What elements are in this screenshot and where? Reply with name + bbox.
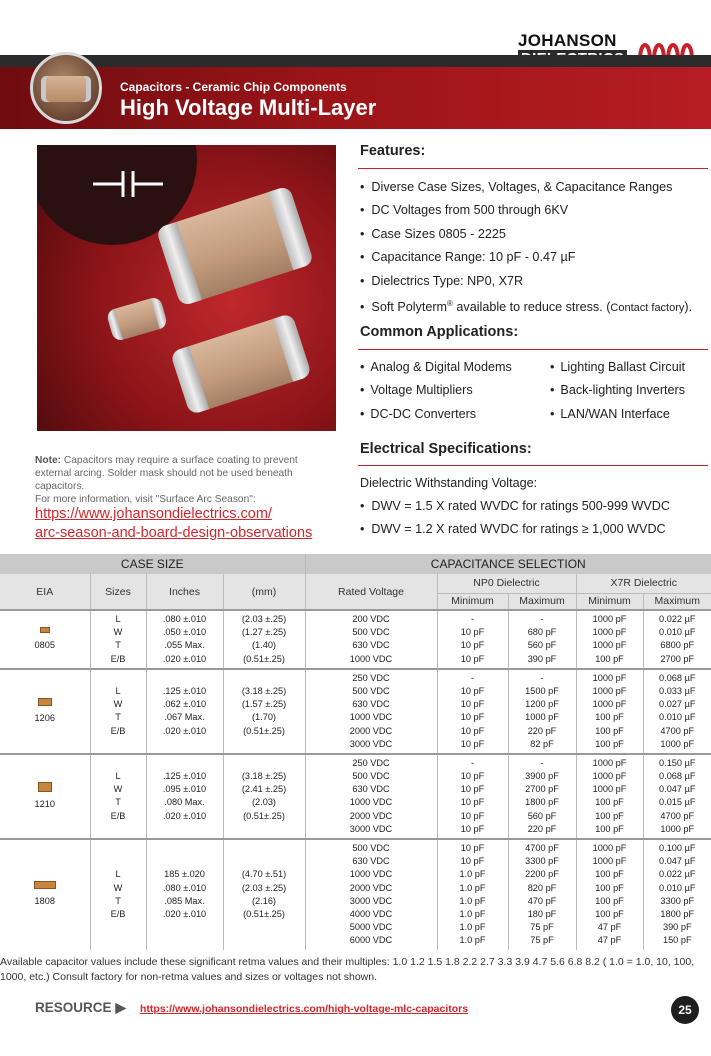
np0-min-value: 10 pF xyxy=(460,712,485,723)
np0-max-cell xyxy=(508,610,576,669)
mm-value: (4.70 ±.51) xyxy=(241,869,287,880)
size-value: W xyxy=(113,882,123,893)
x7r-min-value: 1000 pF xyxy=(592,640,627,651)
voltage-value: 2000 VDC xyxy=(349,882,393,893)
resource-link[interactable]: https://www.johansondielectrics.com/high-voltage-mlc-capacitors xyxy=(140,1003,469,1015)
x7r-max-value: 1000 pF xyxy=(660,823,695,834)
mm-cell xyxy=(223,839,305,950)
np0-min-value: 1.0 pF xyxy=(459,895,486,906)
np0-min-value: 10 pF xyxy=(460,843,485,853)
x7r-max-value: 1800 pF xyxy=(660,908,695,919)
np0-min-value: 10 pF xyxy=(460,640,485,651)
arc-season-link[interactable] xyxy=(35,505,335,543)
x7r-min-cell xyxy=(576,610,643,669)
x7r-min-value: 1000 pF xyxy=(592,843,627,853)
np0-min-cell xyxy=(437,669,508,754)
voltage-value: 1000 VDC xyxy=(349,712,393,723)
x7r-max-value: 1000 pF xyxy=(660,738,695,749)
capacitance-table xyxy=(0,554,711,950)
x7r-max-cell xyxy=(643,669,711,754)
np0-min-value: 10 pF xyxy=(460,823,485,834)
electrical-heading: Electrical Specifications: xyxy=(360,441,532,457)
x7r-min-value: 1000 pF xyxy=(592,856,627,867)
chip-size-icon xyxy=(40,627,50,633)
list-item: • Case Sizes 0805 - 2225 xyxy=(360,225,710,248)
x7r-max-value: 4700 pF xyxy=(660,725,695,736)
size-value: E/B xyxy=(110,810,126,821)
polyterm-mid: available to reduce stress. ( xyxy=(452,300,611,315)
x7r-max-value: 0.150 µF xyxy=(659,757,696,768)
x7r-min-value: 1000 pF xyxy=(592,672,627,683)
x7r-max-value: 390 pF xyxy=(662,922,692,933)
x7r-min-value: 100 pF xyxy=(595,810,624,821)
x7r-max-cell xyxy=(643,610,711,669)
x7r-min-value: 100 pF xyxy=(595,823,624,834)
table-body xyxy=(0,610,711,950)
x7r-max-value: 0.047 µF xyxy=(659,784,696,795)
mm-value: (2.03) xyxy=(251,797,276,808)
inches-value: 185 ±.020 xyxy=(164,869,205,880)
np0-min-value: 10 pF xyxy=(460,771,485,782)
voltage-value: 2000 VDC xyxy=(349,725,393,736)
eia-header: EIA xyxy=(0,574,90,610)
np0-min-cell xyxy=(437,754,508,839)
banner-chip-icon xyxy=(46,76,86,102)
rated-voltage-header: Rated Voltage xyxy=(305,574,437,610)
x7r-max-header: Maximum xyxy=(643,593,711,610)
np0-header: NP0 Dielectric xyxy=(437,574,576,593)
header-dark-bar xyxy=(0,55,711,67)
np0-min-value: 1.0 pF xyxy=(459,922,486,933)
np0-min-value: 10 pF xyxy=(460,725,485,736)
size-cell xyxy=(90,839,146,950)
list-item: • DWV = 1.5 X rated WVDC for ratings 500-999 WVDC xyxy=(360,497,670,520)
inches-cell xyxy=(146,669,223,754)
x7r-min-value: 100 pF xyxy=(595,712,624,723)
applications-heading: Common Applications: xyxy=(360,324,519,340)
size-cell xyxy=(90,669,146,754)
x7r-max-value: 0.010 µF xyxy=(659,882,696,893)
x7r-max-value: 0.027 µF xyxy=(659,699,696,710)
voltage-value: 500 VDC xyxy=(352,771,390,782)
x7r-min-header: Minimum xyxy=(576,593,643,610)
size-value: W xyxy=(113,784,123,795)
mm-value: (0.51±.25) xyxy=(243,908,285,919)
x7r-min-value: 1000 pF xyxy=(592,614,627,624)
np0-min-value: - xyxy=(470,672,475,683)
x7r-max-value: 0.068 µF xyxy=(659,771,696,782)
x7r-header: X7R Dielectric xyxy=(576,574,711,593)
x7r-min-value: 47 pF xyxy=(597,935,622,946)
case-size-header: CASE SIZE xyxy=(0,554,305,574)
mm-cell xyxy=(223,754,305,839)
inches-value: .055 Max. xyxy=(164,640,205,651)
eia-cell xyxy=(0,754,90,839)
np0-max-value: 1200 pF xyxy=(525,699,559,710)
x7r-max-value: 0.033 µF xyxy=(659,685,696,696)
list-item: • DWV = 1.2 X rated WVDC for ratings ≥ 1,000 WVDC xyxy=(360,520,670,543)
electrical-list xyxy=(360,497,670,543)
np0-min-value: 10 pF xyxy=(460,810,485,821)
page-title: High Voltage Multi-Layer xyxy=(120,95,377,120)
x7r-max-value: 0.068 µF xyxy=(659,672,696,683)
np0-min-header: Minimum xyxy=(437,593,508,610)
chip-small-image xyxy=(106,296,169,342)
mm-value: (3.18 ±.25) xyxy=(241,771,287,782)
table-row xyxy=(0,610,711,669)
eia-cell xyxy=(0,669,90,754)
np0-min-value: 10 pF xyxy=(460,856,485,867)
list-item: • DC Voltages from 500 through 6KV xyxy=(360,201,710,224)
note-label: Note: xyxy=(35,455,62,466)
electrical-divider xyxy=(358,465,708,466)
eia-code: 1210 xyxy=(34,798,55,809)
np0-max-value: 4700 pF xyxy=(525,843,559,853)
list-item: • Voltage Multipliers xyxy=(360,381,535,404)
size-value: T xyxy=(115,712,121,723)
retma-footnote: Available capacitor values include these significant retma values and their multiples: 1.0 1.2 1.5 1.8 2.2 2.7 3.3 3.9 4.7 5.6 6.8 8.2 ( 1.0 = 1.0, 10, 100, 1000, etc.) Consult factory for non-retma values and sizes or voltages not shown. xyxy=(0,956,695,983)
inches-value: .020 ±.010 xyxy=(162,810,207,821)
x7r-min-value: 1000 pF xyxy=(592,699,627,710)
mm-value: (2.41 ±.25) xyxy=(241,784,287,795)
features-list xyxy=(360,178,710,318)
x7r-min-value: 1000 pF xyxy=(592,784,627,795)
x7r-min-value: 100 pF xyxy=(595,908,624,919)
np0-max-value: 75 pF xyxy=(530,935,554,946)
inches-value: .050 ±.010 xyxy=(162,627,207,638)
voltage-cell xyxy=(305,839,437,950)
inches-cell xyxy=(146,754,223,839)
inches-value: .020 ±.010 xyxy=(162,725,207,736)
mm-cell xyxy=(223,610,305,669)
list-item: • Lighting Ballast Circuit xyxy=(550,358,711,381)
x7r-max-value: 0.015 µF xyxy=(659,797,696,808)
np0-min-value: - xyxy=(470,757,475,768)
np0-min-value: 10 pF xyxy=(460,784,485,795)
voltage-value: 500 VDC xyxy=(352,843,390,853)
x7r-max-value: 3300 pF xyxy=(660,895,695,906)
np0-max-value: 2700 pF xyxy=(525,784,559,795)
x7r-min-value: 47 pF xyxy=(597,922,622,933)
eia-cell xyxy=(0,610,90,669)
np0-max-value: 390 pF xyxy=(527,653,557,664)
np0-max-header: Maximum xyxy=(508,593,576,610)
np0-max-value: 220 pF xyxy=(527,823,557,834)
voltage-cell xyxy=(305,754,437,839)
resource-text: RESOURCE xyxy=(35,1000,112,1015)
mm-value: (2.03 ±.25) xyxy=(241,882,287,893)
polyterm-end: ). xyxy=(684,300,693,315)
inches-value: .062 ±.010 xyxy=(162,699,207,710)
np0-max-value: 2200 pF xyxy=(525,869,559,880)
np0-max-cell xyxy=(508,669,576,754)
chip-size-icon xyxy=(34,881,56,889)
inches-header: Inches xyxy=(146,574,223,610)
x7r-max-value: 0.047 µF xyxy=(659,856,696,867)
eia-cell xyxy=(0,839,90,950)
inches-value: .125 ±.010 xyxy=(162,685,207,696)
product-image xyxy=(37,145,336,431)
inches-value: .085 Max. xyxy=(164,895,205,906)
inches-value: .067 Max. xyxy=(164,712,205,723)
voltage-value: 3000 VDC xyxy=(349,895,393,906)
list-item: • Dielectrics Type: NP0, X7R xyxy=(360,272,710,295)
x7r-min-value: 100 pF xyxy=(595,797,624,808)
mm-value: (2.03 ±.25) xyxy=(241,614,287,624)
mm-cell xyxy=(223,669,305,754)
inches-value: .080 Max. xyxy=(164,797,205,808)
np0-min-value: 1.0 pF xyxy=(459,908,486,919)
np0-max-value: 220 pF xyxy=(527,725,557,736)
x7r-max-value: 0.022 µF xyxy=(659,614,696,624)
sizes-header: Sizes xyxy=(90,574,146,610)
mm-header: (mm) xyxy=(223,574,305,610)
x7r-min-value: 100 pF xyxy=(595,895,624,906)
x7r-max-value: 6800 pF xyxy=(660,640,695,651)
np0-min-value: 10 pF xyxy=(460,627,485,638)
x7r-min-value: 100 pF xyxy=(595,738,624,749)
voltage-cell xyxy=(305,669,437,754)
arc-season-link-line2[interactable]: arc-season-and-board-design-observations xyxy=(35,525,313,541)
x7r-max-value: 150 pF xyxy=(662,935,692,946)
np0-max-value: 3300 pF xyxy=(525,856,559,867)
eia-code: 1206 xyxy=(34,712,55,723)
size-value: L xyxy=(115,614,121,624)
voltage-value: 1000 VDC xyxy=(349,797,393,808)
mm-value: (1.27 ±.25) xyxy=(241,627,287,638)
np0-max-value: 82 pF xyxy=(530,738,554,749)
voltage-value: 250 VDC xyxy=(352,757,390,768)
size-value: E/B xyxy=(110,725,126,736)
np0-min-value: 1.0 pF xyxy=(459,882,486,893)
size-value: T xyxy=(115,895,121,906)
size-value: W xyxy=(113,699,123,710)
np0-max-value: 560 pF xyxy=(527,640,557,651)
voltage-value: 500 VDC xyxy=(352,627,390,638)
chip-size-icon xyxy=(38,782,52,792)
voltage-value: 3000 VDC xyxy=(349,823,393,834)
np0-min-value: 1.0 pF xyxy=(459,935,486,946)
voltage-value: 200 VDC xyxy=(352,614,390,624)
size-value: E/B xyxy=(110,908,126,919)
x7r-max-cell xyxy=(643,839,711,950)
np0-max-value: 180 pF xyxy=(527,908,557,919)
np0-max-value: 1800 pF xyxy=(525,797,559,808)
x7r-min-value: 100 pF xyxy=(595,869,624,880)
eia-code: 0805 xyxy=(34,639,55,650)
applications-list-right xyxy=(550,358,711,428)
np0-min-value: 10 pF xyxy=(460,685,485,696)
resource-label xyxy=(35,1000,126,1016)
np0-max-value: - xyxy=(540,672,544,683)
table-row xyxy=(0,754,711,839)
np0-max-value: 1000 pF xyxy=(525,712,559,723)
arc-season-link-line1[interactable]: https://www.johansondielectrics.com/ xyxy=(35,506,272,522)
inches-value: .095 ±.010 xyxy=(162,784,207,795)
np0-max-cell xyxy=(508,839,576,950)
table-row xyxy=(0,839,711,950)
voltage-value: 500 VDC xyxy=(352,685,390,696)
list-item: • LAN/WAN Interface xyxy=(550,405,711,428)
mm-value: (1.40) xyxy=(251,640,276,651)
voltage-value: 630 VDC xyxy=(352,699,390,710)
voltage-value: 5000 VDC xyxy=(349,922,393,933)
x7r-max-value: 0.010 µF xyxy=(659,712,696,723)
np0-min-cell xyxy=(437,610,508,669)
x7r-min-value: 100 pF xyxy=(595,653,624,664)
logo-line1: JOHANSON xyxy=(518,31,617,50)
capacitor-symbol-icon xyxy=(93,169,163,199)
features-heading: Features: xyxy=(360,143,426,159)
size-cell xyxy=(90,610,146,669)
np0-min-value: 10 pF xyxy=(460,797,485,808)
list-item: • Capacitance Range: 10 pF - 0.47 µF xyxy=(360,248,710,271)
size-value: W xyxy=(113,627,123,638)
x7r-max-value: 4700 pF xyxy=(660,810,695,821)
inches-value: .125 ±.010 xyxy=(162,771,207,782)
voltage-value: 630 VDC xyxy=(352,640,390,651)
chip-medium-image xyxy=(170,313,312,415)
x7r-min-value: 1000 pF xyxy=(592,685,627,696)
x7r-max-value: 0.010 µF xyxy=(659,627,696,638)
np0-min-value: 10 pF xyxy=(460,653,485,664)
list-item: • Diverse Case Sizes, Voltages, & Capacitance Ranges xyxy=(360,178,710,201)
x7r-min-value: 1000 pF xyxy=(592,757,627,768)
np0-max-value: 1500 pF xyxy=(525,685,559,696)
banner-subtitle: Capacitors - Ceramic Chip Components xyxy=(120,80,347,94)
x7r-min-value: 100 pF xyxy=(595,882,624,893)
mm-value: (2.16) xyxy=(251,895,276,906)
size-value: T xyxy=(115,797,121,808)
inches-cell xyxy=(146,610,223,669)
inches-cell xyxy=(146,839,223,950)
np0-max-value: 75 pF xyxy=(530,922,554,933)
voltage-value: 2000 VDC xyxy=(349,810,393,821)
list-item xyxy=(360,295,710,318)
np0-max-value: 560 pF xyxy=(527,810,557,821)
x7r-min-value: 100 pF xyxy=(595,725,624,736)
voltage-value: 6000 VDC xyxy=(349,935,393,946)
x7r-min-cell xyxy=(576,669,643,754)
note-more: For more information, visit "Surface Arc Season": xyxy=(35,494,256,505)
size-cell xyxy=(90,754,146,839)
np0-min-value: 1.0 pF xyxy=(459,869,486,880)
polyterm-text: Soft Polyterm xyxy=(371,300,448,315)
chip-size-icon xyxy=(38,698,52,706)
np0-min-cell xyxy=(437,839,508,950)
mm-value: (3.18 ±.25) xyxy=(241,685,287,696)
x7r-max-value: 0.100 µF xyxy=(659,843,696,853)
contact-factory-text: Contact factory xyxy=(610,302,685,315)
page-number: 25 xyxy=(671,996,699,1024)
inches-value: .020 ±.010 xyxy=(162,653,207,664)
size-value: T xyxy=(115,640,121,651)
voltage-value: 250 VDC xyxy=(352,672,390,683)
np0-max-value: 680 pF xyxy=(527,627,557,638)
resource-arrow-icon: ▶ xyxy=(115,1000,126,1015)
voltage-value: 3000 VDC xyxy=(349,738,393,749)
inches-value: .080 ±.010 xyxy=(162,882,207,893)
np0-max-value: 820 pF xyxy=(527,882,557,893)
list-item: • Back-lighting Inverters xyxy=(550,381,711,404)
voltage-value: 630 VDC xyxy=(352,856,390,867)
voltage-cell xyxy=(305,610,437,669)
size-value: L xyxy=(115,869,121,880)
np0-max-value: 3900 pF xyxy=(525,771,559,782)
x7r-max-value: 2700 pF xyxy=(660,653,695,664)
x7r-min-value: 1000 pF xyxy=(592,771,627,782)
inches-value: .080 ±.010 xyxy=(162,614,207,624)
x7r-min-cell xyxy=(576,754,643,839)
x7r-max-value: 0.022 µF xyxy=(659,869,696,880)
size-value: L xyxy=(115,771,121,782)
cap-selection-header: CAPACITANCE SELECTION xyxy=(305,554,711,574)
np0-max-value: 470 pF xyxy=(527,895,557,906)
mm-value: (1.70) xyxy=(251,712,276,723)
applications-divider xyxy=(358,349,708,350)
applications-list-left xyxy=(360,358,535,428)
note-text xyxy=(35,454,335,506)
np0-min-value: 10 pF xyxy=(460,738,485,749)
mm-value: (0.51±.25) xyxy=(243,725,285,736)
list-item: • Analog & Digital Modems xyxy=(360,358,535,381)
np0-min-value: - xyxy=(470,614,475,624)
np0-max-value: - xyxy=(540,757,544,768)
size-value: L xyxy=(115,685,121,696)
features-divider xyxy=(358,168,708,169)
mm-value: (0.51±.25) xyxy=(243,653,285,664)
np0-min-value: 10 pF xyxy=(460,699,485,710)
note-body: Capacitors may require a surface coating to prevent external arcing. Solder mask should not be used beneath capacitors. xyxy=(35,455,298,492)
table-row xyxy=(0,669,711,754)
x7r-max-cell xyxy=(643,754,711,839)
np0-max-cell xyxy=(508,754,576,839)
x7r-min-value: 1000 pF xyxy=(592,627,627,638)
mm-value: (0.51±.25) xyxy=(243,810,285,821)
mm-value: (1.57 ±.25) xyxy=(241,699,287,710)
voltage-value: 1000 VDC xyxy=(349,653,393,664)
list-item: • DC-DC Converters xyxy=(360,405,535,428)
registered-mark: ® xyxy=(447,298,453,308)
voltage-value: 630 VDC xyxy=(352,784,390,795)
dwv-intro: Dielectric Withstanding Voltage: xyxy=(360,476,538,490)
x7r-min-cell xyxy=(576,839,643,950)
inches-value: .020 ±.010 xyxy=(162,908,207,919)
eia-code: 1808 xyxy=(34,896,55,907)
size-value: E/B xyxy=(110,653,126,664)
voltage-value: 1000 VDC xyxy=(349,869,393,880)
voltage-value: 4000 VDC xyxy=(349,908,393,919)
np0-max-value: - xyxy=(540,614,544,624)
